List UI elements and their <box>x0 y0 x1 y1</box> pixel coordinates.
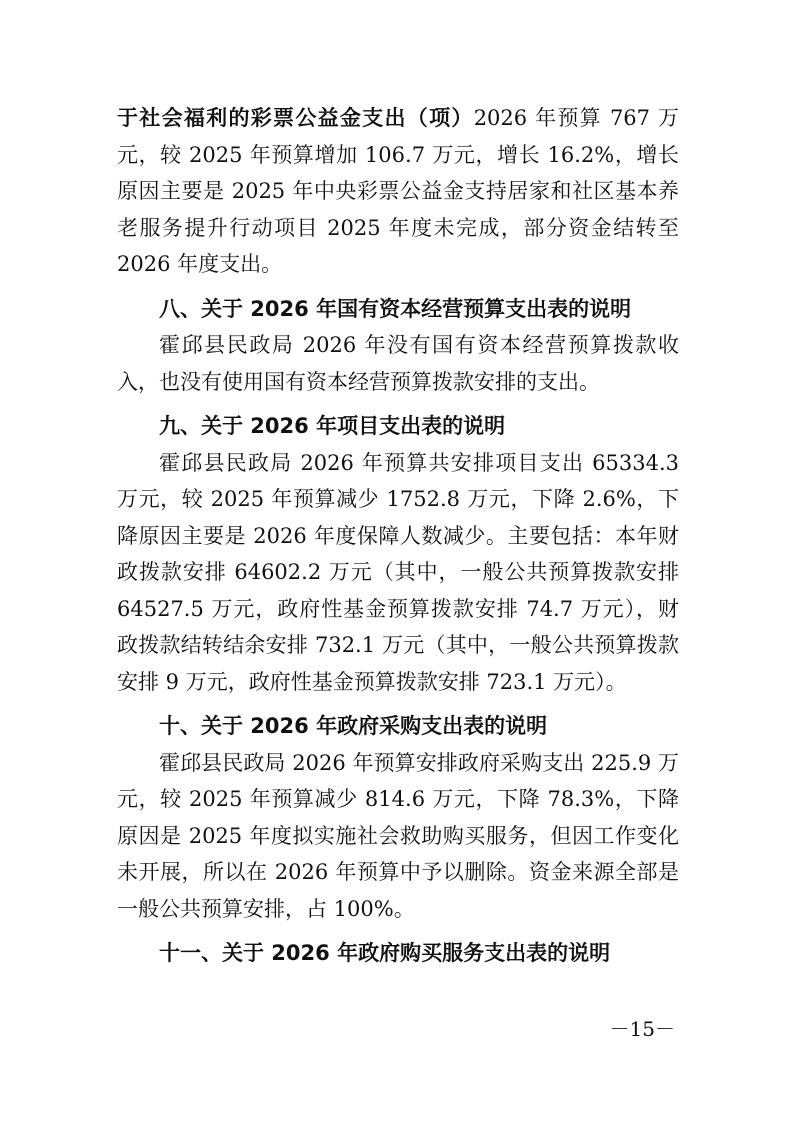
paragraph-lead: 于社会福利的彩票公益金支出（项） <box>117 106 474 130</box>
section-body-9: 霍邱县民政局 2026 年预算共安排项目支出 65334.3 万元，较 2025 年预算减少 1752.8 万元，下降 2.6%，下降原因主要是 2026 年度保障人数减少。主要包括：本年财政拨款安排 64602.2 万元（其中，一般公共预算拨款安排 64527.5 万元，政府性基金预算拨款安排 74.7 万元），财政拨款结转结余安排 732.1 万元（其中，一般公共预算拨款安排 9 万元，政府性基金预算拨款安排 723.1 万元）。 <box>117 450 679 694</box>
page-number: －15－ <box>609 1017 675 1041</box>
page-content <box>117 100 679 972</box>
section-heading-10: 十、关于 2026 年政府采购支出表的说明 <box>159 714 548 738</box>
section-body-10: 霍邱县民政局 2026 年预算安排政府采购支出 225.9 万元，较 2025 年预算减少 814.6 万元，下降 78.3%，下降原因是 2025 年度拟实施社会救助购买服务，但因工作变化未开展，所以在 2026 年预算中予以删除。资金来源全部是一般公共预算安排，占 100%。 <box>117 750 679 921</box>
paragraph-text: 2026 年预算 767 万元，较 2025 年预算增加 106.7 万元，增长 16.2%，增长原因主要是 2025 年中央彩票公益金支持居家和社区基本养老服务提升行动项目 2025 年度未完成，部分资金结转至 2026 年度支出。 <box>117 106 679 276</box>
section-heading-9: 九、关于 2026 年项目支出表的说明 <box>159 414 506 438</box>
section-heading-8: 八、关于 2026 年国有资本经营预算支出表的说明 <box>159 296 632 321</box>
section-body-8: 霍邱县民政局 2026 年没有国有资本经营预算拨款收入，也没有使用国有资本经营预算拨款安排的支出。 <box>117 333 679 394</box>
section-heading-11: 十一、关于 2026 年政府购买服务支出表的说明 <box>159 941 611 965</box>
paragraph-lottery-fund <box>117 100 679 283</box>
